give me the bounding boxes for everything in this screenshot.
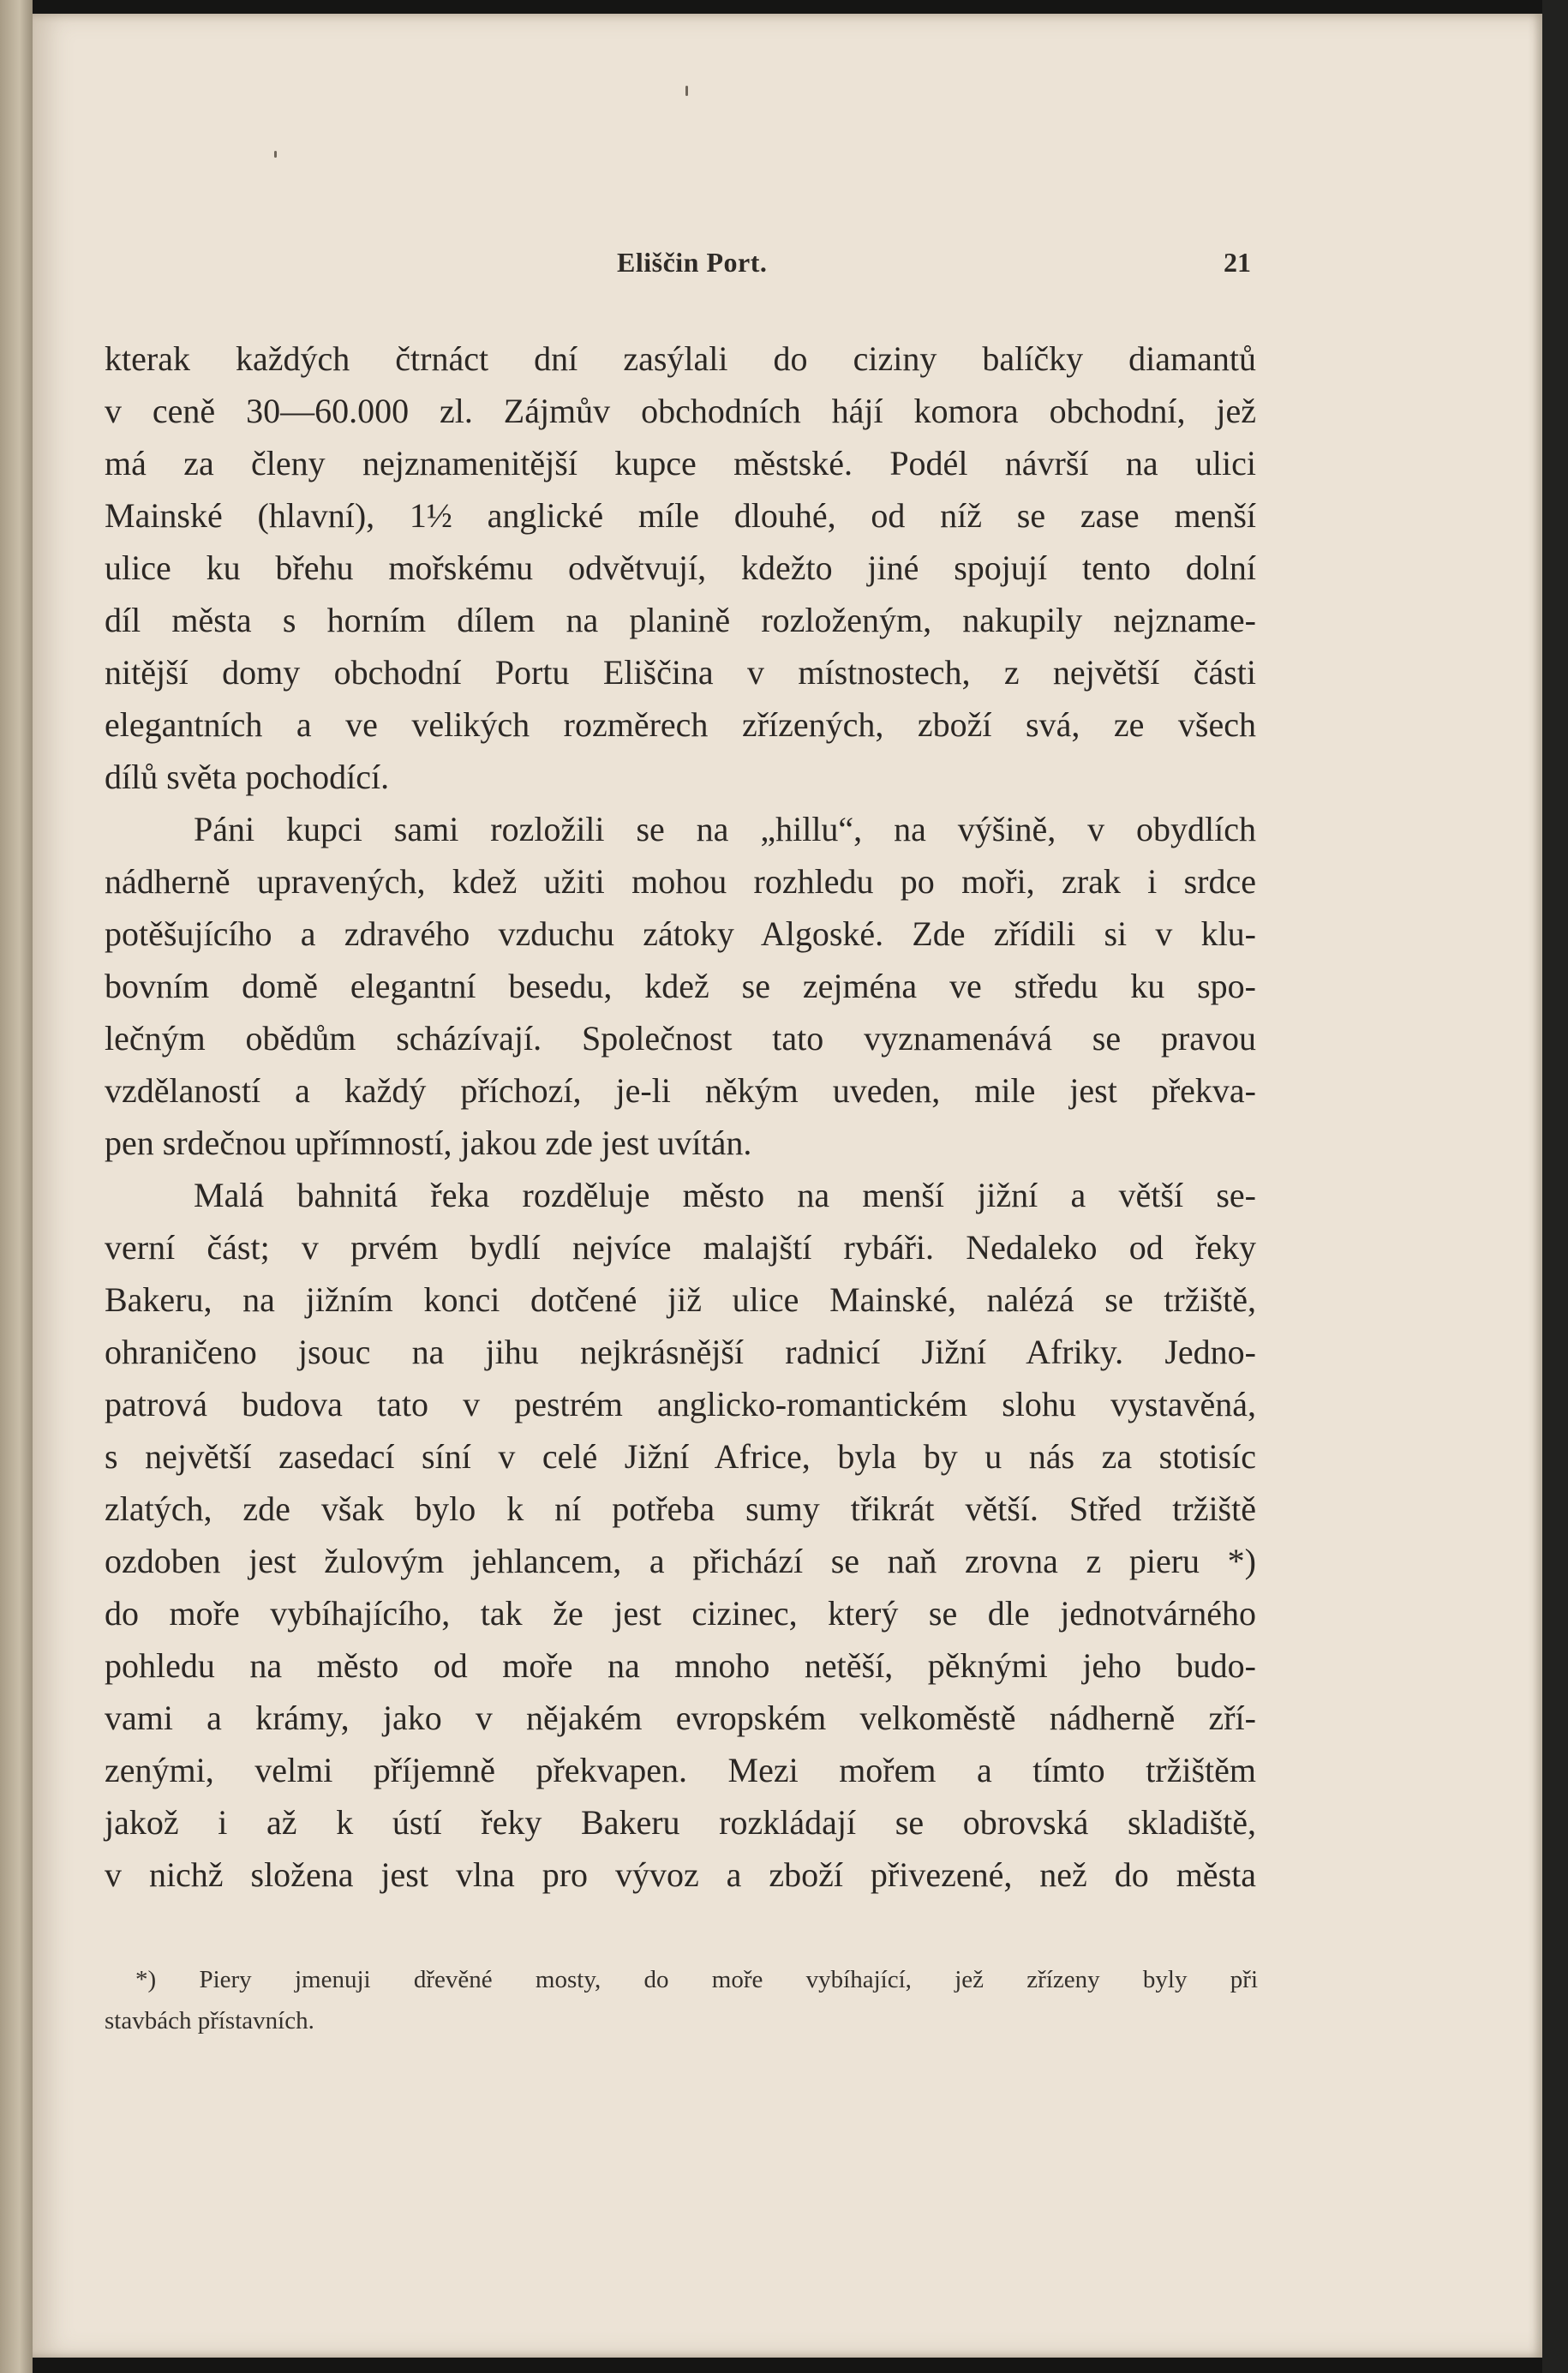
- running-title: Eliščin Port.: [617, 247, 768, 278]
- text-line: lečným obědům scházívají. Společnost tato vyznamenává se pravou: [105, 1019, 1256, 1058]
- text-line: vami a krámy, jako v nějakém evropském velkoměstě nádherně zří-: [105, 1699, 1256, 1737]
- text-line: Mainské (hlavní), 1½ anglické míle dlouhé, od níž se zase menší: [105, 496, 1256, 535]
- text-line: patrová budova tato v pestrém anglicko-romantickém slohu vystavěná,: [105, 1385, 1256, 1423]
- text-line: v nichž složena jest vlna pro vývoz a zboží přivezené, než do města: [105, 1855, 1256, 1894]
- text-line: má za členy nejznamenitější kupce městské. Podél návrší na ulici: [105, 444, 1256, 482]
- text-line: pen srdečnou upřímností, jakou zde jest uvítán.: [105, 1124, 752, 1162]
- text-line: dílů světa pochodící.: [105, 758, 390, 796]
- text-line: Malá bahnitá řeka rozděluje město na menší jižní a větší se-: [194, 1176, 1256, 1214]
- page-number: 21: [1224, 247, 1251, 278]
- footnote: [105, 1959, 1258, 2041]
- text-line: zenými, velmi příjemně překvapen. Mezi mořem a tímto tržištěm: [105, 1751, 1256, 1789]
- text-line: elegantních a ve velikých rozměrech zřízených, zboží svá, ze všech: [105, 705, 1256, 744]
- body-text: [105, 333, 1256, 1901]
- text-line: bovním domě elegantní besedu, kdež se zejména ve středu ku spo-: [105, 967, 1256, 1005]
- scan-background-edge: [1542, 0, 1568, 2373]
- text-line: jakož i až k ústí řeky Bakeru rozkládají se obrovská skladiště,: [105, 1803, 1256, 1842]
- paper-speck: [274, 151, 277, 158]
- text-line: do moře vybíhajícího, tak že jest cizinec, který se dle jednotvárného: [105, 1594, 1256, 1633]
- paper-speck: [685, 86, 688, 96]
- text-line: nádherně upravených, kdež užiti mohou rozhledu po moři, zrak i srdce: [105, 862, 1256, 901]
- running-header: [103, 247, 1251, 288]
- text-line: Páni kupci sami rozložili se na „hillu“, na výšině, v obydlích: [194, 810, 1256, 848]
- text-line: potěšujícího a zdravého vzduchu zátoky Algoské. Zde zřídili si v klu-: [105, 914, 1256, 953]
- footnote-line: stavbách přístavních.: [105, 2007, 314, 2034]
- text-line: díl města s horním dílem na planině rozloženým, nakupily nejzname-: [105, 601, 1256, 639]
- text-line: kterak každých čtrnáct dní zasýlali do ciziny balíčky diamantů: [105, 339, 1256, 378]
- text-line: vzdělaností a každý příchozí, je-li někým uveden, mile jest překva-: [105, 1071, 1256, 1110]
- text-line: Bakeru, na jižním konci dotčené již ulice Mainské, nalézá se tržiště,: [105, 1280, 1256, 1319]
- text-line: verní část; v prvém bydlí nejvíce malajští rybáři. Nedaleko od řeky: [105, 1228, 1256, 1267]
- text-line: s největší zasedací síní v celé Jižní Africe, byla by u nás za stotisíc: [105, 1437, 1256, 1476]
- text-line: v ceně 30—60.000 zl. Zájmův obchodních hájí komora obchodní, jež: [105, 392, 1256, 430]
- text-line: ozdoben jest žulovým jehlancem, a přichází se naň zrovna z pieru *): [105, 1542, 1256, 1580]
- text-line: pohledu na město od moře na mnoho netěší, pěknými jeho budo-: [105, 1646, 1256, 1685]
- footnote-line: *) Piery jmenuji dřevěné mosty, do moře vybíhající, jež zřízeny byly při: [135, 1966, 1258, 1993]
- text-line: nitější domy obchodní Portu Eliščina v místnostech, z největší části: [105, 653, 1256, 692]
- previous-page-edge: [0, 0, 33, 2373]
- text-line: ulice ku břehu mořskému odvětvují, kdežto jiné spojují tento dolní: [105, 548, 1256, 587]
- text-line: zlatých, zde však bylo k ní potřeba sumy třikrát větší. Střed tržiště: [105, 1489, 1256, 1528]
- text-line: ohraničeno jsouc na jihu nejkrásnější radnicí Jižní Afriky. Jedno-: [105, 1333, 1256, 1371]
